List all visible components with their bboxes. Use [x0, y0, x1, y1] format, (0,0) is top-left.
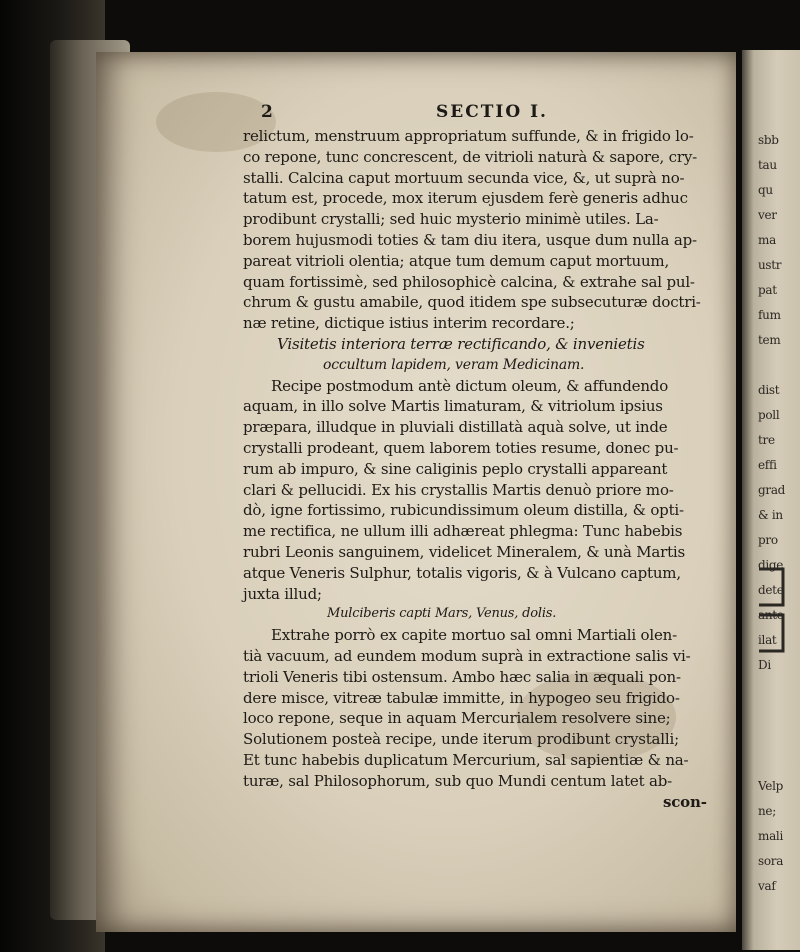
fragment: effi — [758, 458, 777, 472]
fragment: fum — [758, 308, 781, 322]
verse-line: Mulciberis capti Mars, Venus, dolis. — [327, 606, 557, 622]
fragment: ver — [758, 208, 777, 222]
text-line: co repone, tunc concrescent, de vitrioli naturà & sapore, cry- — [243, 147, 697, 166]
text-line: trioli Veneris tibi ostensum. Ambo hæc salia in æquali pon- — [243, 667, 681, 686]
next-page-text-fragments — [758, 128, 800, 899]
page-header — [261, 102, 701, 126]
section-heading-line: Visitetis interiora terræ rectificando, & invenietis — [277, 334, 645, 353]
fragment: dist — [758, 383, 780, 397]
text-line: clari & pellucidi. Ex his crystallis Martis denuò priore mo- — [243, 480, 674, 499]
fragment: & in — [758, 508, 783, 522]
fragment: Di — [758, 658, 771, 672]
fragment: Velp — [758, 779, 783, 793]
text-line: tià vacuum, ad eundem modum suprà in extractione salis vi- — [243, 646, 691, 665]
text-line: quam fortissimè, sed philosophicè calcina, & extrahe sal pul- — [243, 272, 695, 291]
text-line: Recipe postmodum antè dictum oleum, & affundendo — [271, 376, 669, 395]
text-line: Extrahe porrò ex capite mortuo sal omni Martiali olen- — [271, 626, 677, 645]
section-heading-line: occultum lapidem, veram Medicinam. — [323, 356, 585, 373]
text-line: dò, igne fortissimo, rubicundissimum oleum distilla, & opti- — [243, 501, 684, 520]
fragment: grad — [758, 483, 786, 497]
fragment: tau — [758, 158, 777, 172]
text-line: atque Veneris Sulphur, totalis vigoris, & à Vulcano captum, — [243, 563, 681, 582]
text-line: juxta illud; — [243, 584, 322, 603]
fragment: qu — [758, 183, 773, 197]
text-line: rubri Leonis sanguinem, videlicet Mineralem, & unà Martis — [243, 542, 686, 561]
text-line: crystalli prodeant, quem laborem toties resume, donec pu- — [243, 438, 679, 457]
text-line: relictum, menstruum appropriatum suffunde, & in frigido lo- — [243, 127, 694, 145]
text-line: præpara, illudque in pluviali distillatà aquà solve, ut inde — [243, 418, 668, 437]
fragment: tem — [758, 333, 781, 347]
fragment: dete — [758, 583, 784, 597]
text-line: borem hujusmodi toties & tam diu itera, usque dum nulla ap- — [243, 230, 697, 249]
text-line: chrum & gustu amabile, quod itidem spe subsecuturæ doctri- — [243, 293, 701, 312]
text-line: tatum est, procede, mox iterum ejusdem ferè generis adhuc — [243, 189, 688, 208]
page-number: 2 — [261, 102, 273, 122]
fragment: ante — [758, 608, 784, 622]
running-head: SECTIO I. — [436, 102, 548, 122]
fragment: ma — [758, 233, 776, 247]
text-line: dere misce, vitreæ tabulæ immitte, in hypogeo seu frigido- — [243, 688, 680, 707]
fragment: pro — [758, 533, 778, 547]
bracket-mark — [759, 569, 783, 605]
fragment: dige — [758, 558, 784, 572]
catchword: scon- — [663, 792, 707, 811]
fragment: ilat — [758, 633, 777, 647]
page-body-text — [243, 126, 748, 812]
fragment: poll — [758, 408, 780, 422]
text-line: prodibunt crystalli; sed huic mysterio minimè utiles. La- — [243, 210, 659, 229]
text-line: stalli. Calcina caput mortuum secunda vice, &, ut suprà no- — [243, 168, 685, 187]
fragment: tre — [758, 433, 775, 447]
text-line: pareat vitrioli olentia; atque tum demum caput mortuum, — [243, 251, 670, 270]
text-line: aquam, in illo solve Martis limaturam, & vitriolum ipsius — [243, 397, 663, 416]
text-line: Solutionem posteà recipe, unde iterum prodibunt crystalli; — [243, 730, 679, 749]
fragment: ustr — [758, 258, 782, 272]
fragment — [758, 353, 800, 378]
fragment: pat — [758, 283, 777, 297]
bracket-mark — [759, 615, 783, 651]
text-line: loco repone, seque in aquam Mercurialem resolvere sine; — [243, 709, 671, 728]
printed-bracket-marks — [753, 565, 793, 655]
fragment: sbb — [758, 133, 779, 147]
text-line: Et tunc habebis duplicatum Mercurium, sal sapientiæ & na- — [243, 750, 689, 769]
fragment: sora — [758, 854, 784, 868]
text-line: næ retine, dictique istius interim recordare.; — [243, 314, 575, 333]
fragment-gap — [758, 678, 800, 774]
text-line: me rectifica, ne ullum illi adhæreat phlegma: Tunc habebis — [243, 522, 683, 541]
fragment: mali — [758, 829, 784, 843]
fragment: ne; — [758, 804, 776, 818]
fragment: vaf — [758, 879, 776, 893]
text-line: turæ, sal Philosophorum, sub quo Mundi centum latet ab- — [243, 771, 673, 790]
text-line: rum ab impuro, & sine caliginis peplo crystalli appareant — [243, 459, 668, 478]
